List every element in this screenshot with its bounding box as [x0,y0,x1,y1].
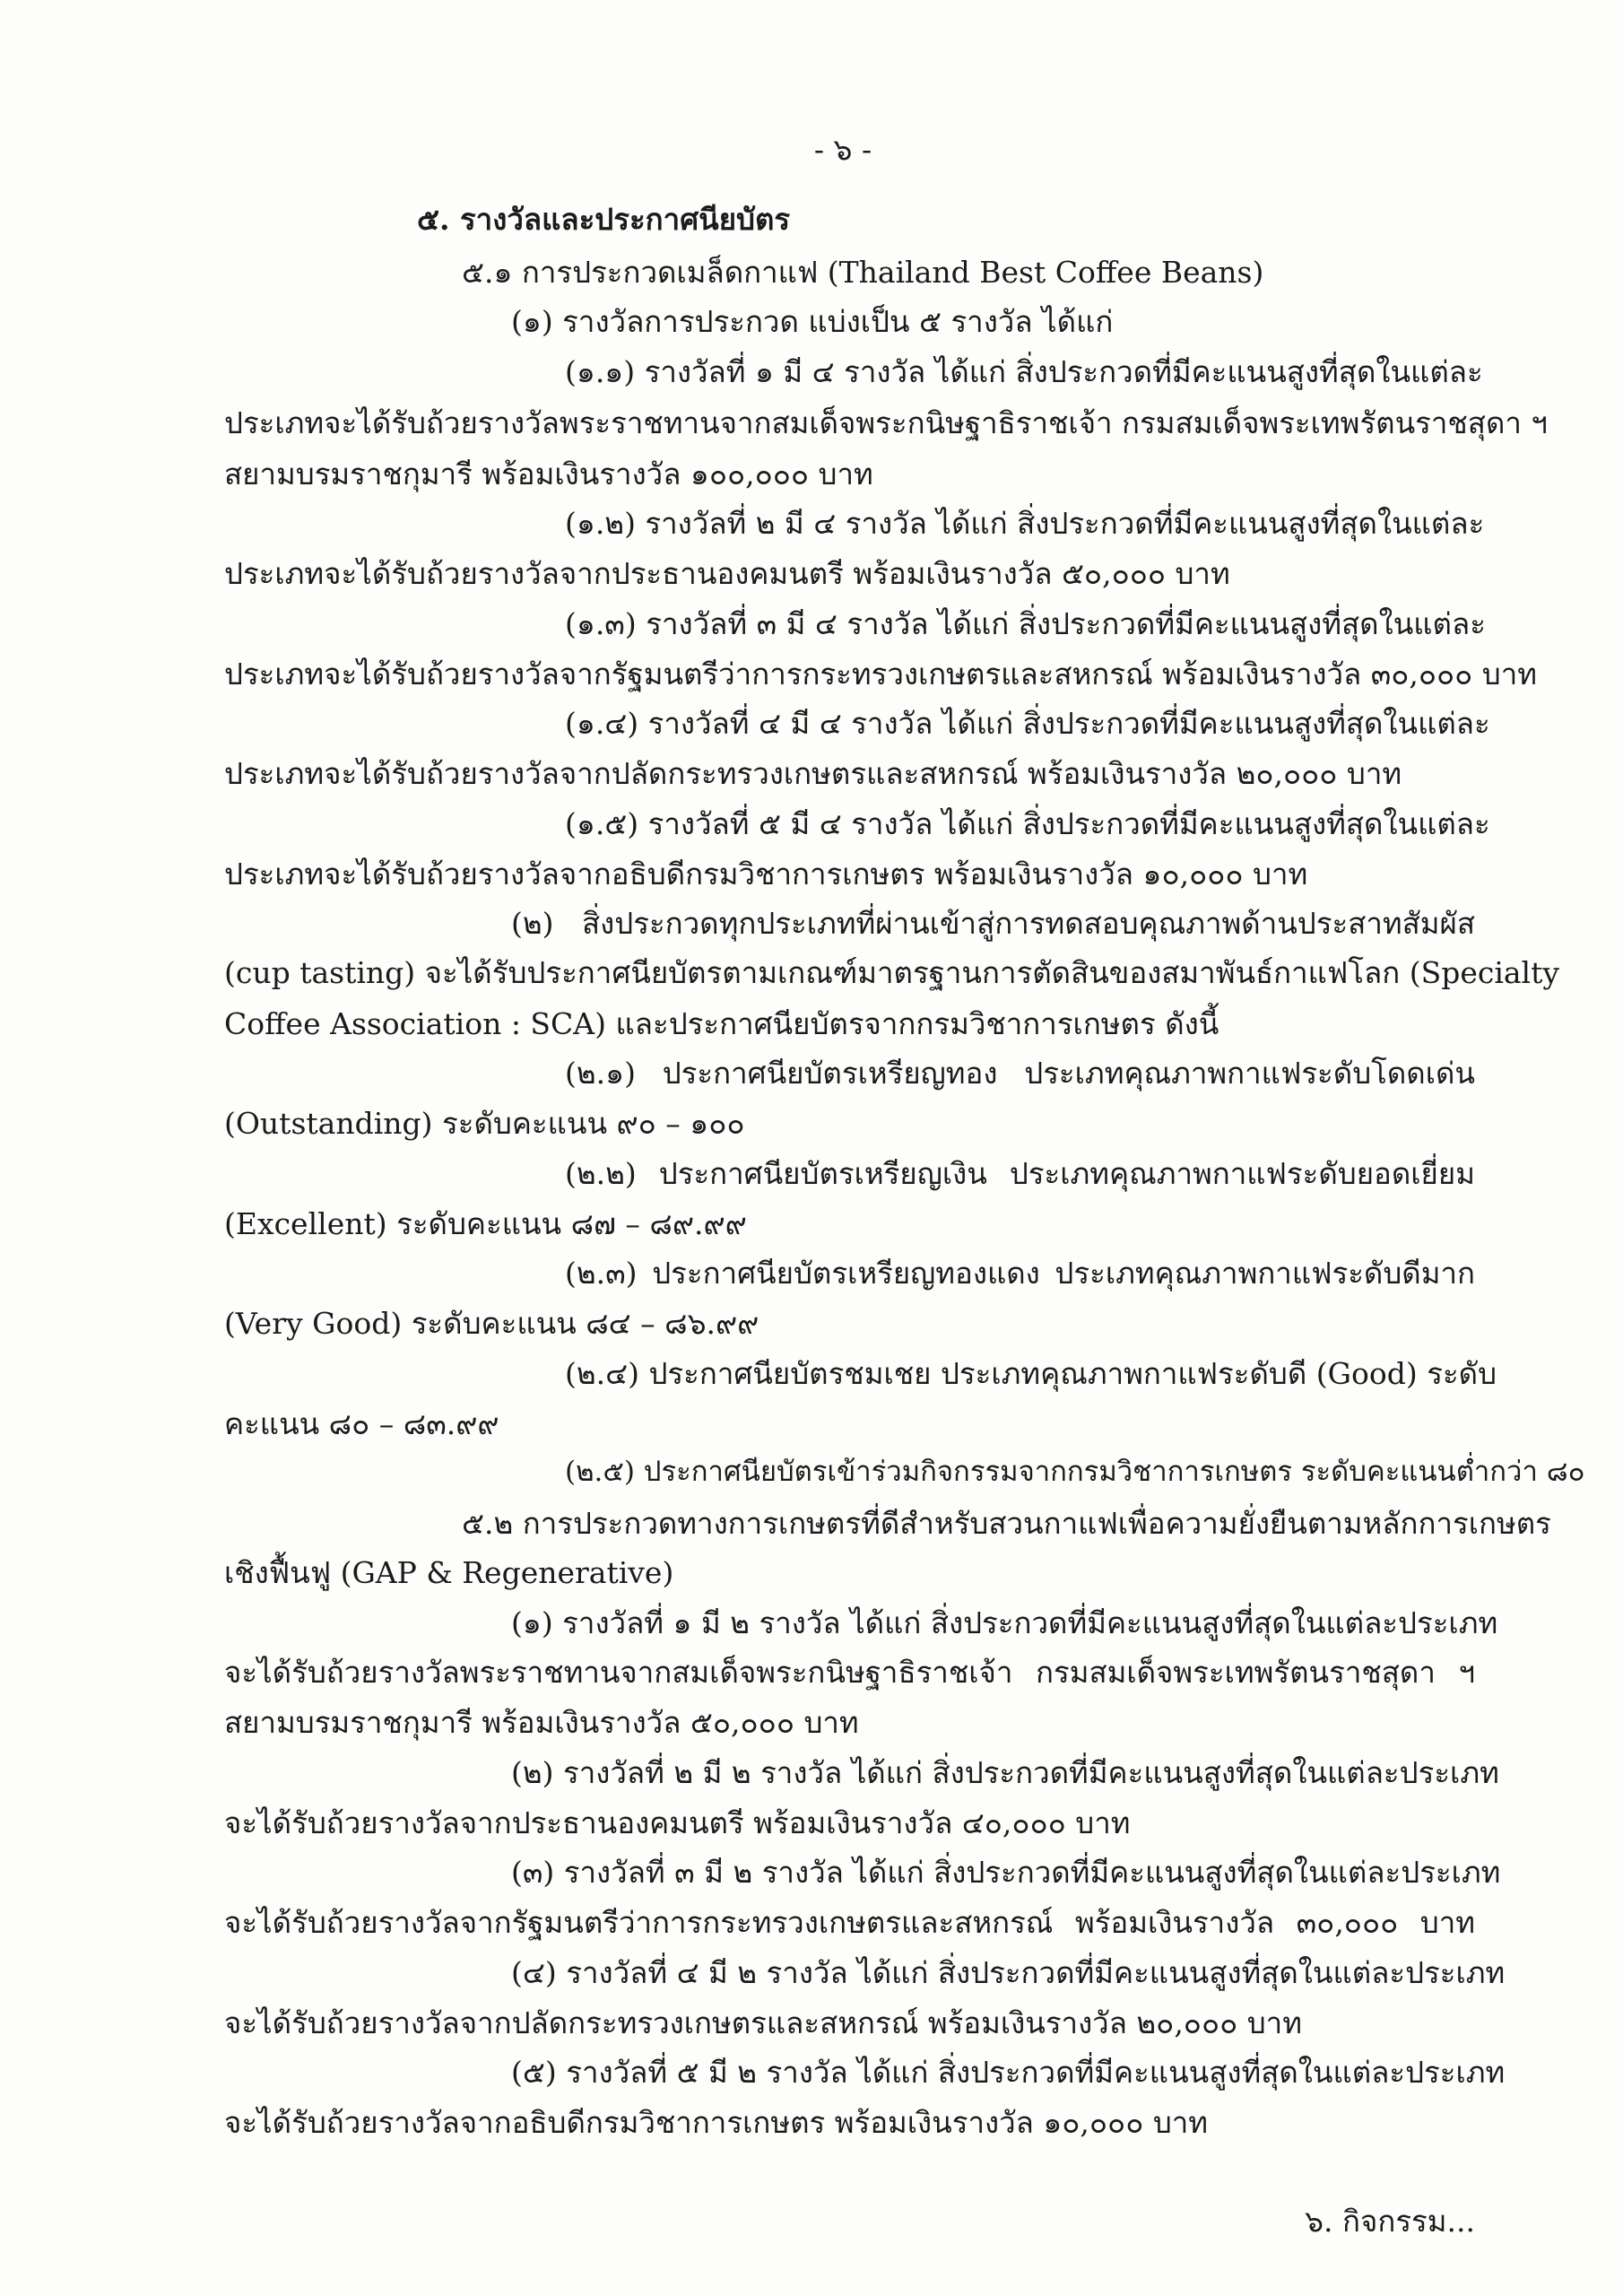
paragraph-line: (๒.๑) ประกาศนียบัตรเหรียญทอง ประเภทคุณภาพกาแฟระดับโดดเด่น [565,1056,1475,1091]
section-heading: ๕. รางวัลและประกาศนียบัตร [417,202,791,237]
paragraph-line: Coffee Association : SCA) และประกาศนียบัตรจากกรมวิชาการเกษตร ดังนี้ [224,1006,1219,1041]
subsection-title-cont: เชิงฟื้นฟู (GAP & Regenerative) [224,1555,674,1590]
paragraph-line: ประเภทจะได้รับถ้วยรางวัลจากรัฐมนตรีว่าการกระทรวงเกษตรและสหกรณ์ พร้อมเงินรางวัล ๓๐,๐๐๐ บาท [224,657,1538,691]
continuation-note: ๖. กิจกรรม... [1305,2204,1475,2239]
paragraph-line: (cup tasting) จะได้รับประกาศนียบัตรตามเกณฑ์มาตรฐานการตัดสินของสมาพันธ์กาแฟโลก (Specialty [224,955,1560,990]
paragraph-line: จะได้รับถ้วยรางวัลพระราชทานจากสมเด็จพระกนิษฐาธิราชเจ้า กรมสมเด็จพระเทพรัตนราชสุดา ฯ [224,1655,1475,1690]
paragraph-line: (๒.๓) ประกาศนียบัตรเหรียญทองแดง ประเภทคุณภาพกาแฟระดับดีมาก [565,1256,1475,1291]
paragraph-line: จะได้รับถ้วยรางวัลจากปลัดกระทรวงเกษตรและสหกรณ์ พร้อมเงินรางวัล ๒๐,๐๐๐ บาท [224,2005,1302,2040]
paragraph-line: (๒.๒) ประกาศนียบัตรเหรียญเงิน ประเภทคุณภาพกาแฟระดับยอดเยี่ยม [565,1156,1475,1191]
paragraph-line: ประเภทจะได้รับถ้วยรางวัลจากอธิบดีกรมวิชาการเกษตร พร้อมเงินรางวัล ๑๐,๐๐๐ บาท [224,857,1308,891]
paragraph-line: (๓) รางวัลที่ ๓ มี ๒ รางวัล ได้แก่ สิ่งประกวดที่มีคะแนนสูงที่สุดในแต่ละประเภท [511,1855,1501,1890]
page-number: - ๖ - [813,132,872,167]
paragraph-line: สยามบรมราชกุมารี พร้อมเงินรางวัล ๕๐,๐๐๐ บาท [224,1705,859,1740]
paragraph-line: คะแนน ๘๐ – ๘๓.๙๙ [224,1406,499,1441]
paragraph-line: จะได้รับถ้วยรางวัลจากประธานองคมนตรี พร้อมเงินรางวัล ๔๐,๐๐๐ บาท [224,1805,1131,1840]
paragraph-line: จะได้รับถ้วยรางวัลจากรัฐมนตรีว่าการกระทรวงเกษตรและสหกรณ์ พร้อมเงินรางวัล ๓๐,๐๐๐ บาท [224,1905,1475,1940]
paragraph-line: (Outstanding) ระดับคะแนน ๙๐ – ๑๐๐ [224,1106,745,1141]
paragraph-line: (๑.๓) รางวัลที่ ๓ มี ๔ รางวัล ได้แก่ สิ่งประกวดที่มีคะแนนสูงที่สุดในแต่ละ [565,606,1486,641]
paragraph-line: จะได้รับถ้วยรางวัลจากอธิบดีกรมวิชาการเกษตร พร้อมเงินรางวัล ๑๐,๐๐๐ บาท [224,2105,1209,2140]
paragraph-line: (๑.๑) รางวัลที่ ๑ มี ๔ รางวัล ได้แก่ สิ่งประกวดที่มีคะแนนสูงที่สุดในแต่ละ [565,354,1483,389]
paragraph-line: ประเภทจะได้รับถ้วยรางวัลจากประธานองคมนตรี พร้อมเงินรางวัล ๕๐,๐๐๐ บาท [224,556,1230,591]
subsection-title: ๕.๒ การประกวดทางการเกษตรที่ดีสำหรับสวนกาแฟเพื่อความยั่งยืนตามหลักการเกษตร [462,1506,1551,1541]
subsection-title: ๕.๑ การประกวดเมล็ดกาแฟ (Thailand Best Coffee Beans) [462,255,1264,290]
paragraph-line: (๒) สิ่งประกวดทุกประเภทที่ผ่านเข้าสู่การทดสอบคุณภาพด้านประสาทสัมผัส [511,906,1475,941]
paragraph-line: สยามบรมราชกุมารี พร้อมเงินรางวัล ๑๐๐,๐๐๐ บาท [224,457,873,491]
paragraph-line: (๑.๔) รางวัลที่ ๔ มี ๔ รางวัล ได้แก่ สิ่งประกวดที่มีคะแนนสูงที่สุดในแต่ละ [565,706,1490,741]
paragraph-line: (๑.๒) รางวัลที่ ๒ มี ๔ รางวัล ได้แก่ สิ่งประกวดที่มีคะแนนสูงที่สุดในแต่ละ [565,506,1485,541]
paragraph-line: (๕) รางวัลที่ ๕ มี ๒ รางวัล ได้แก่ สิ่งประกวดที่มีคะแนนสูงที่สุดในแต่ละประเภท [511,2055,1506,2090]
paragraph-line: (๔) รางวัลที่ ๔ มี ๒ รางวัล ได้แก่ สิ่งประกวดที่มีคะแนนสูงที่สุดในแต่ละประเภท [511,1955,1506,1990]
paragraph-line: (Excellent) ระดับคะแนน ๘๗ – ๘๙.๙๙ [224,1206,747,1241]
paragraph-line: (Very Good) ระดับคะแนน ๘๔ – ๘๖.๙๙ [224,1306,759,1341]
paragraph-line: ประเภทจะได้รับถ้วยรางวัลจากปลัดกระทรวงเกษตรและสหกรณ์ พร้อมเงินรางวัล ๒๐,๐๐๐ บาท [224,756,1402,791]
paragraph-line: (๑) รางวัลที่ ๑ มี ๒ รางวัล ได้แก่ สิ่งประกวดที่มีคะแนนสูงที่สุดในแต่ละประเภท [511,1605,1498,1640]
paragraph-line: (๑) รางวัลการประกวด แบ่งเป็น ๕ รางวัล ได้แก่ [511,304,1114,339]
paragraph-line: (๒.๕) ประกาศนียบัตรเข้าร่วมกิจกรรมจากกรมวิชาการเกษตร ระดับคะแนนต่ำกว่า ๘๐ [565,1456,1585,1488]
paragraph-line: (๒.๔) ประกาศนียบัตรชมเชย ประเภทคุณภาพกาแฟระดับดี (Good) ระดับ [565,1356,1497,1391]
paragraph-line: (๑.๕) รางวัลที่ ๕ มี ๔ รางวัล ได้แก่ สิ่งประกวดที่มีคะแนนสูงที่สุดในแต่ละ [565,806,1490,841]
paragraph-line: (๒) รางวัลที่ ๒ มี ๒ รางวัล ได้แก่ สิ่งประกวดที่มีคะแนนสูงที่สุดในแต่ละประเภท [511,1755,1499,1790]
paragraph-line: ประเภทจะได้รับถ้วยรางวัลพระราชทานจากสมเด็จพระกนิษฐาธิราชเจ้า กรมสมเด็จพระเทพรัตนราชสุดา ฯ [224,405,1548,440]
